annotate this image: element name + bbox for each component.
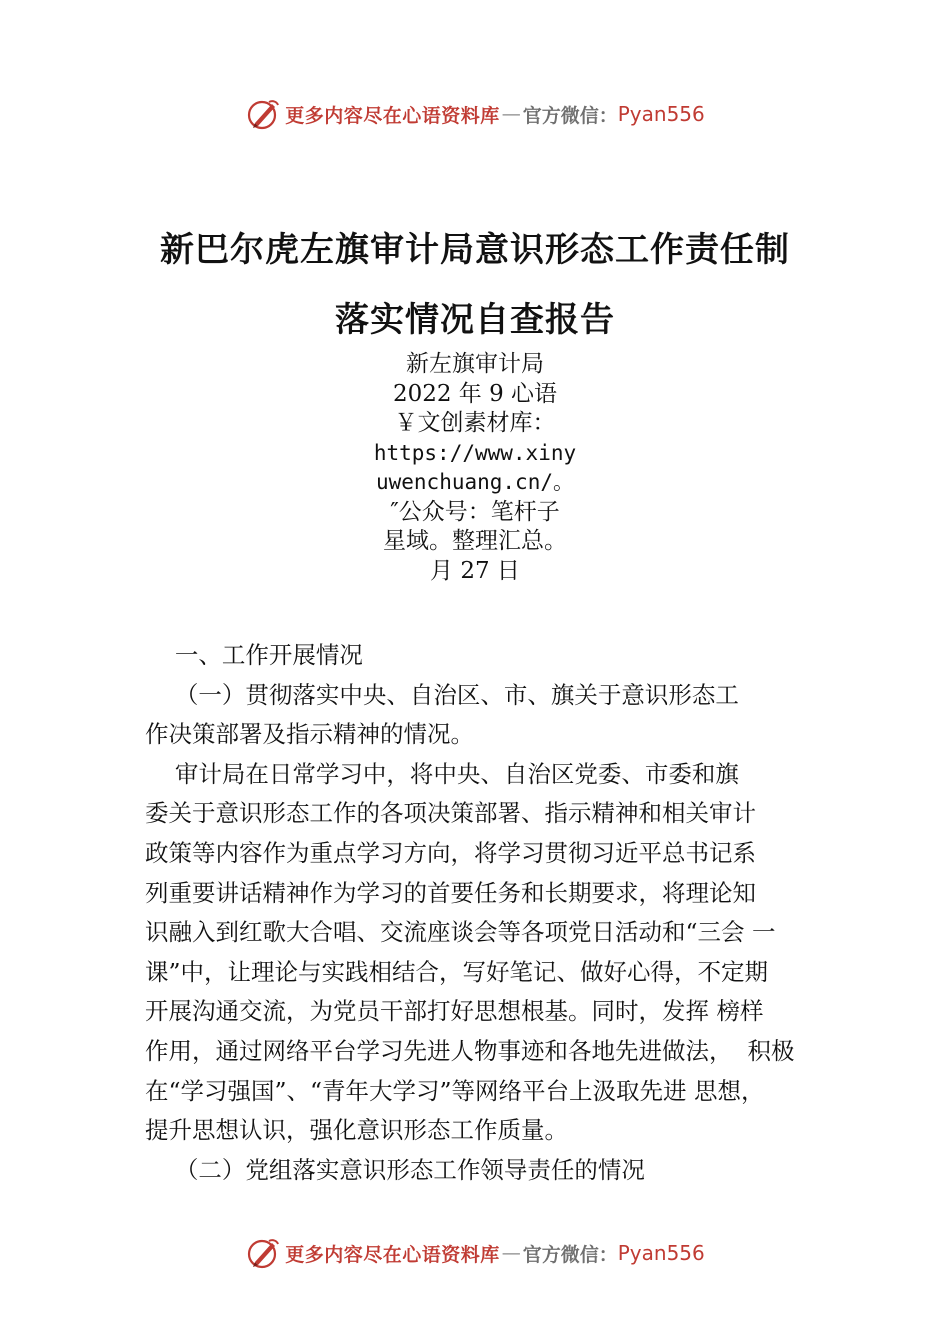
watermark-wechat-id: Pyan556 <box>617 1241 705 1265</box>
pen-logo-icon <box>245 1235 281 1271</box>
watermark-dash: — <box>501 103 521 125</box>
meta-date-part-2: 月 27 日 <box>430 557 520 584</box>
meta-date-part-1: 2022 年 9 心语 <box>392 380 558 407</box>
watermark-wechat-label: 官方微信： <box>522 1243 618 1266</box>
meta-url-line-1: https://www.xiny <box>373 440 577 465</box>
document-title-line-2: 落实情况自查报告 <box>335 300 615 340</box>
body-line: 作决策部署及指示精神的情况。 <box>145 720 474 749</box>
meta-url-line-2: uwenchuang.cn/。 <box>375 470 574 494</box>
body-line: 开展沟通交流，为党员干部打好思想根基。同时，发挥 榜样 <box>145 997 764 1026</box>
watermark-dash: — <box>501 1242 521 1264</box>
body-line: 审计局在日常学习中，将中央、自治区党委、市委和旗 <box>145 759 739 788</box>
watermark-wechat-id: Pyan556 <box>617 102 705 126</box>
document-body <box>145 636 835 1190</box>
body-line: 课”中，让理论与实践相结合，写好笔记、做好心得，不定期 <box>145 957 769 986</box>
footer-watermark <box>0 1233 950 1273</box>
body-line: 政策等内容作为重点学习方向，将学习贯彻习近平总书记系 <box>145 838 756 867</box>
meta-source-label: ￥文创素材库： <box>394 410 556 436</box>
body-line: 识融入到红歌大合唱、交流座谈会等各项党日活动和“三会 一 <box>145 918 776 947</box>
document-meta <box>0 350 950 586</box>
body-line: 委关于意识形态工作的各项决策部署、指示精神和相关审计 <box>145 799 756 828</box>
body-line: （二）党组落实意识形态工作领导责任的情况 <box>145 1155 645 1184</box>
body-line: 在“学习强国”、“青年大学习”等网络平台上汲取先进 思想， <box>145 1076 765 1105</box>
watermark-wechat-label: 官方微信： <box>522 104 618 127</box>
meta-gzh-line-1: ″公众号：笔杆子 <box>390 498 560 525</box>
meta-org: 新左旗审计局 <box>406 351 544 377</box>
body-line: 一、工作开展情况 <box>145 641 363 669</box>
watermark-site-text: 更多内容尽在心语资料库 <box>285 1243 500 1266</box>
pen-logo-icon <box>245 96 281 132</box>
meta-gzh-line-2: 星域。整理汇总。 <box>383 528 567 554</box>
body-line: （一）贯彻落实中央、自治区、市、旗关于意识形态工 <box>145 680 739 709</box>
body-line: 提升思想认识，强化意识形态工作质量。 <box>145 1116 568 1145</box>
body-line: 列重要讲话精神作为学习的首要任务和长期要求，将理论知 <box>145 878 756 907</box>
body-line: 作用，通过网络平台学习先进人物事迹和各地先进做法， 积极 <box>145 1036 795 1065</box>
header-watermark <box>0 94 950 134</box>
document-title-line-1: 新巴尔虎左旗审计局意识形态工作责任制 <box>160 230 790 270</box>
watermark-site-text: 更多内容尽在心语资料库 <box>285 104 500 127</box>
